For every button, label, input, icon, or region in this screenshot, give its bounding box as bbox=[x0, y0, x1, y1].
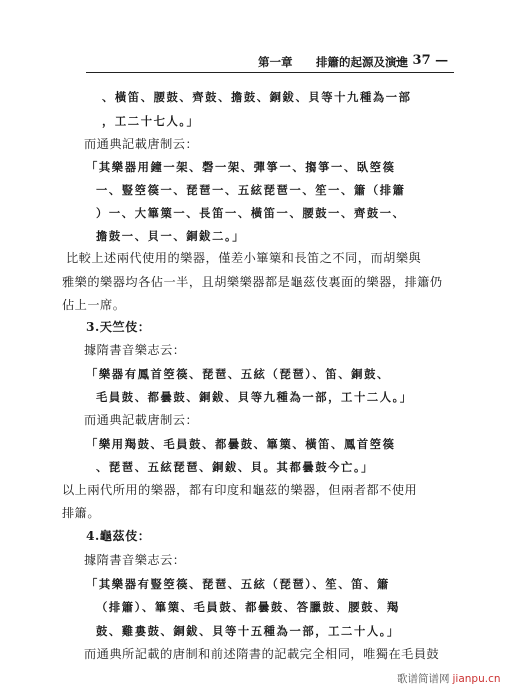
section-heading: 4.龜茲伎： bbox=[86, 529, 151, 543]
watermark-text: 歌谱简谱网 bbox=[397, 673, 450, 685]
text-line: （排簫）、篳篥、毛員鼓、都曇鼓、答臘鼓、腰鼓、羯 bbox=[96, 600, 400, 614]
text-line: 毛員鼓、都曇鼓、銅鈸、貝等九種為一部，工十二人。」 bbox=[96, 390, 413, 404]
text-line: ）一、大篳篥一、長笛一、橫笛一、腰鼓一、齊鼓一、 bbox=[96, 206, 406, 220]
text-line: 據隋書音樂志云： bbox=[84, 553, 186, 567]
text-line: 一、豎箜篌一、琵琶一、五絃琵琶一、笙一、簫（排簫 bbox=[96, 183, 406, 197]
text-line: 、琵琶、五絃琵琶、銅鈸、貝。其都曇鼓今亡。」 bbox=[96, 460, 375, 474]
chapter-label: 第一章 bbox=[258, 55, 293, 69]
page-number: — 37 — bbox=[395, 53, 449, 68]
text-line: ，工二十七人。」 bbox=[102, 114, 200, 128]
header-rule bbox=[86, 72, 454, 73]
text-line: 「其樂器用鐘一架、磬一架、彈箏一、搊箏一、臥箜篌 bbox=[86, 160, 396, 174]
text-line: 比較上述兩代使用的樂器，僅差小篳篥和長笛之不同，而胡樂與 bbox=[66, 251, 422, 265]
text-line: 佔上一席。 bbox=[62, 298, 126, 312]
text-line: 、橫笛、腰鼓、齊鼓、擔鼓、銅鈸、貝等十九種為一部 bbox=[102, 90, 412, 104]
watermark-site: jianpu.cn bbox=[452, 673, 501, 685]
section-heading: 3.天竺伎： bbox=[86, 320, 151, 334]
text-line: 「其樂器有豎箜篌、琵琶、五絃（琵琶）、笙、笛、簫 bbox=[86, 577, 390, 591]
text-line: 排簫。 bbox=[62, 506, 101, 520]
text-line: 而通典記載唐制云： bbox=[84, 413, 199, 427]
text-line: 鼓、雞婁鼓、銅鈸、貝等十五種為一部，工二十人。」 bbox=[96, 624, 400, 638]
text-line: 擔鼓一、貝一、銅鈸二。」 bbox=[96, 229, 246, 243]
text-line: 而通典記載唐制云： bbox=[84, 137, 199, 151]
text-line: 雅樂的樂器均各佔一半，且胡樂樂器都是龜茲伎裏面的樂器，排簫仍 bbox=[62, 275, 443, 289]
running-header bbox=[240, 54, 460, 70]
watermark bbox=[397, 671, 501, 686]
text-line: 「樂用羯鼓、毛員鼓、都曇鼓、篳篥、橫笛、鳳首箜篌 bbox=[86, 437, 396, 451]
text-line: 「樂器有鳳首箜篌、琵琶、五絃（琵琶）、笛、銅鼓、 bbox=[86, 367, 390, 381]
text-line: 以上兩代所用的樂器，都有印度和龜茲的樂器，但兩者都不使用 bbox=[62, 483, 418, 497]
text-line: 而通典所記載的唐制和前述隋書的記載完全相同，唯獨在毛員鼓 bbox=[84, 647, 440, 661]
text-line: 據隋書音樂志云： bbox=[84, 343, 186, 357]
chapter-title: 排簫的起源及演進 bbox=[316, 55, 408, 69]
